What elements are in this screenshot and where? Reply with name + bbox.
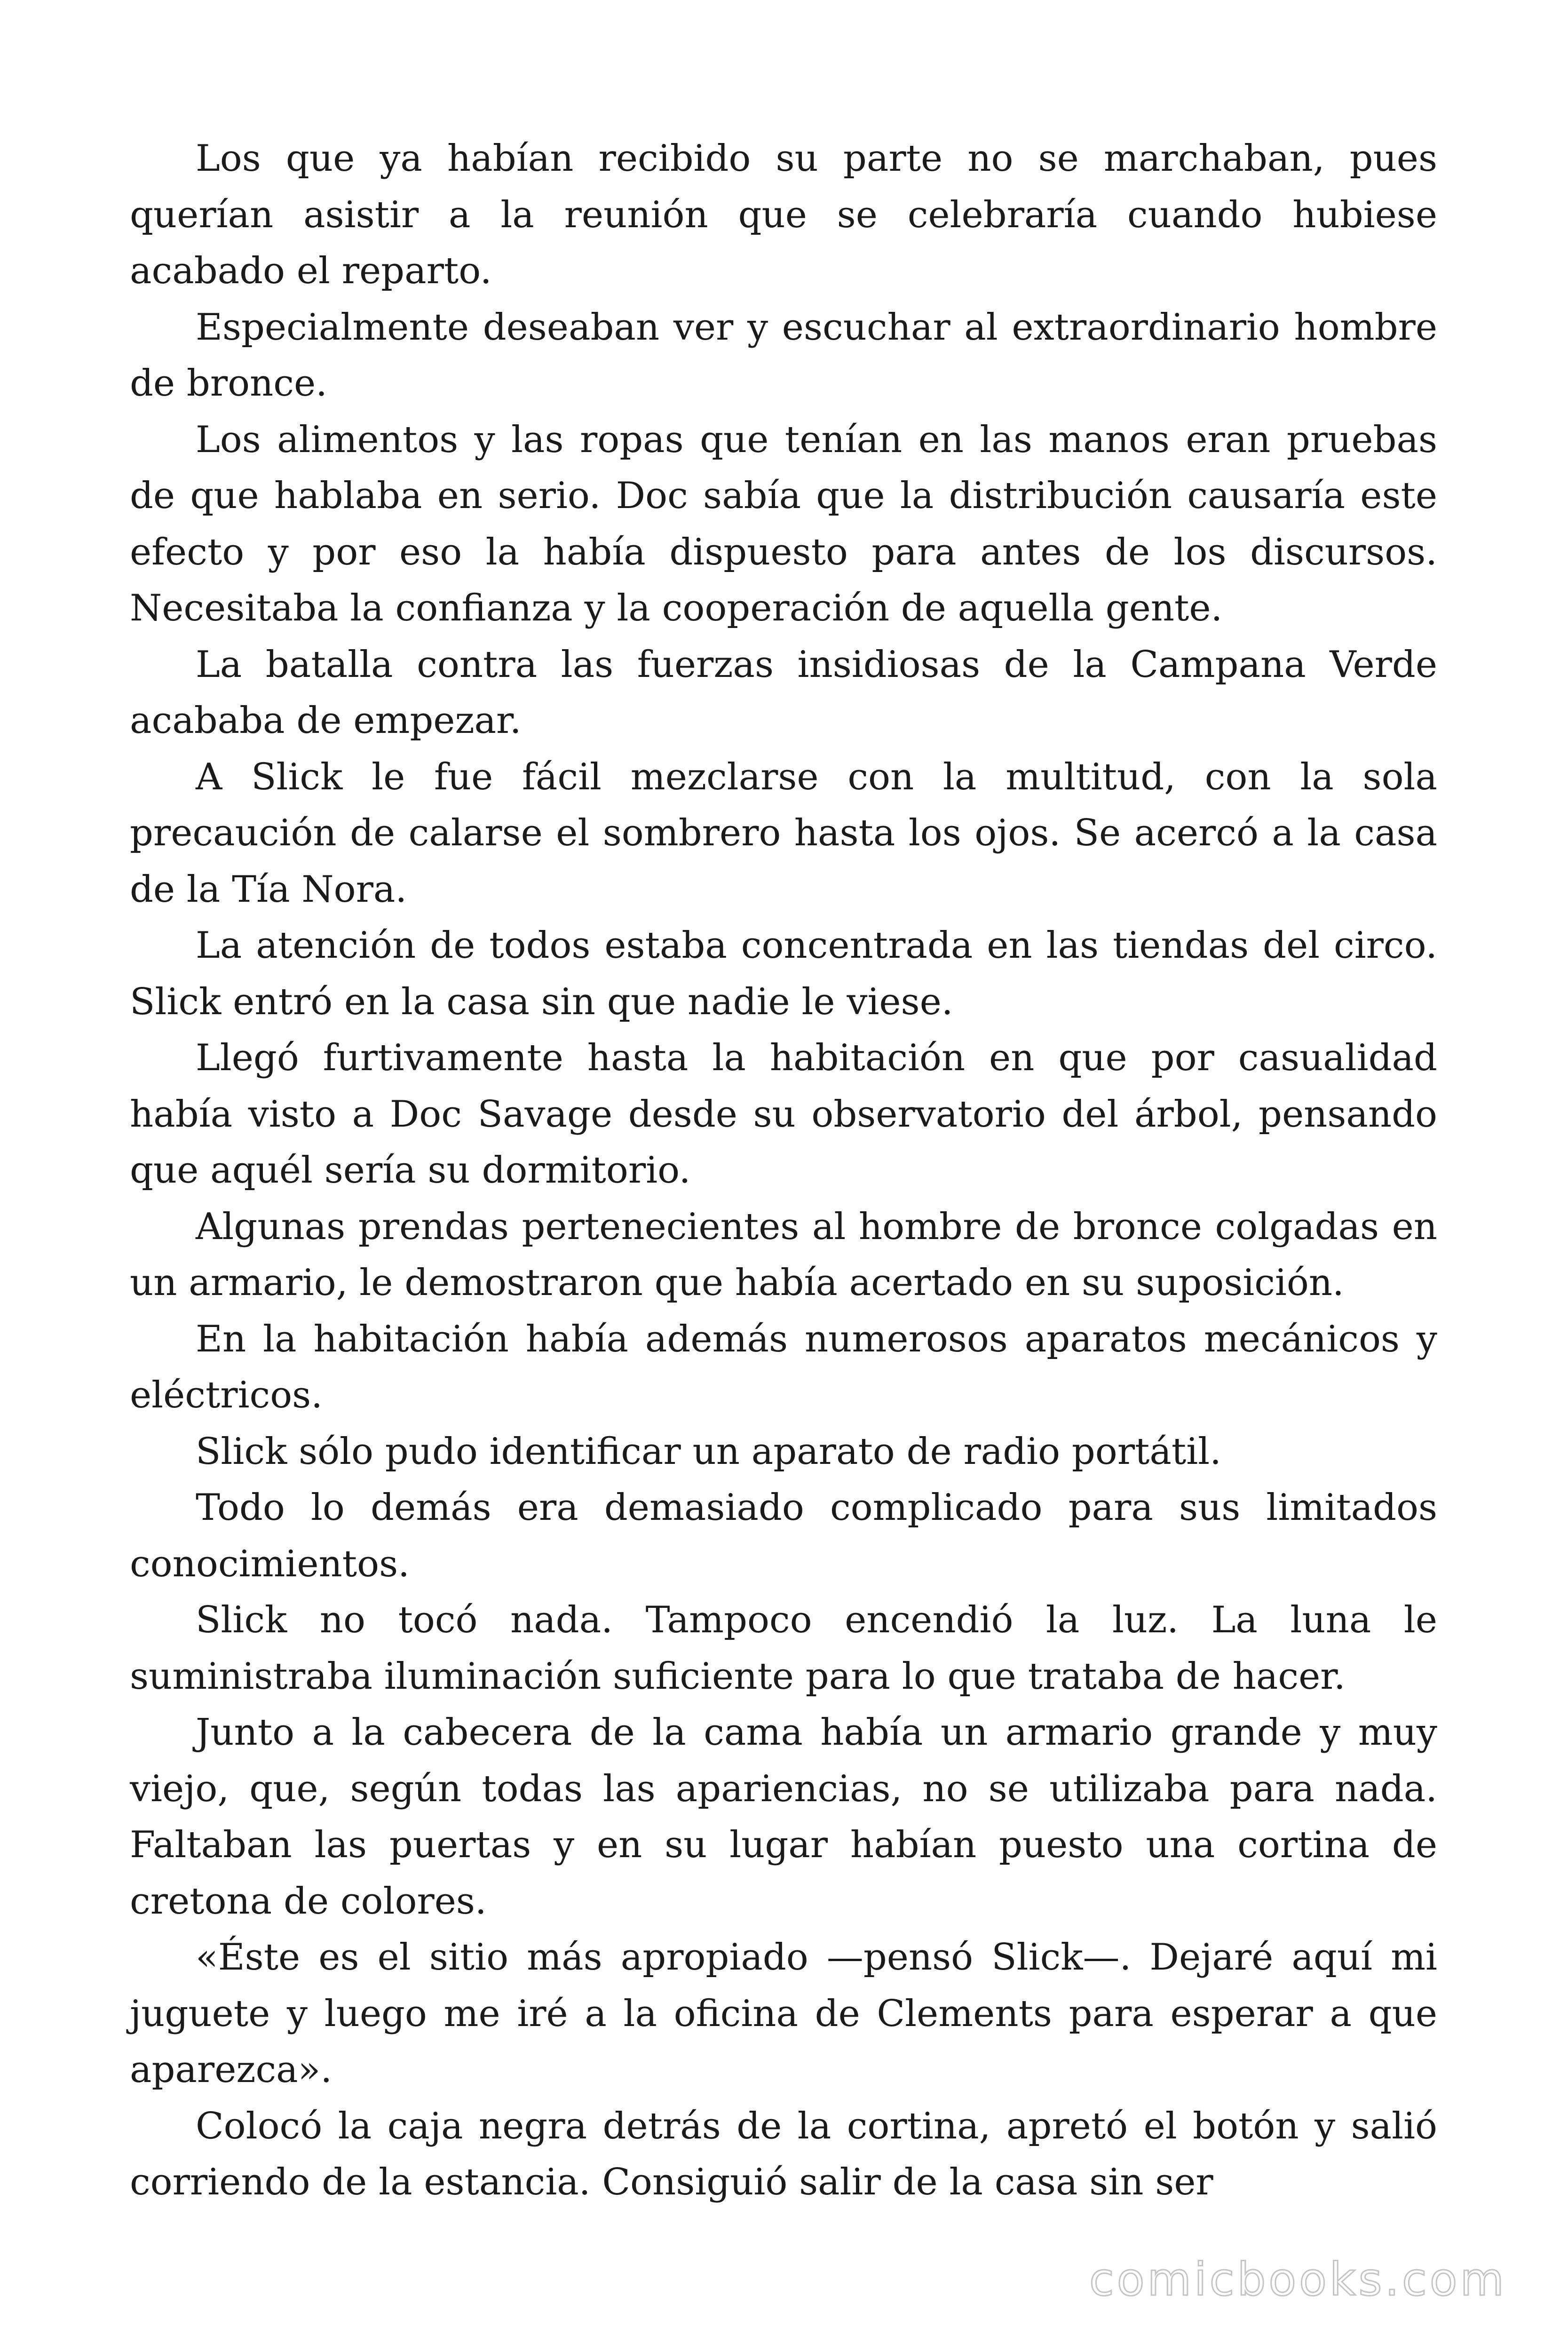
paragraph: Los alimentos y las ropas que tenían en las manos eran pruebas de que hablaba en serio. Doc sabía que la distribución causaría este efecto y por eso la había dispuesto para antes de los discursos. Necesitaba la confianza y la cooperación de aquella gente. <box>130 418 1437 629</box>
paragraph: La atención de todos estaba concentrada en las tiendas del circo. Slick entró en la casa sin que nadie le viese. <box>130 924 1437 1023</box>
paragraph: «Éste es el sitio más apropiado —pensó Slick—. Dejaré aquí mi juguete y luego me iré a la oficina de Clements para esperar a que aparezca». <box>130 1936 1437 2091</box>
paragraph: La batalla contra las fuerzas insidiosas de la Campana Verde acababa de empezar. <box>130 643 1437 742</box>
paragraph: A Slick le fue fácil mezclarse con la multitud, con la sola precaución de calarse el sombrero hasta los ojos. Se acercó a la casa de la Tía Nora. <box>130 755 1437 911</box>
paragraph: Colocó la caja negra detrás de la cortina, apretó el botón y salió corriendo de la estancia. Consiguió salir de la casa sin ser <box>130 2105 1437 2203</box>
paragraph: Todo lo demás era demasiado complicado para sus limitados conocimientos. <box>130 1486 1437 1585</box>
paragraph: Especialmente deseaban ver y escuchar al extraordinario hombre de bronce. <box>130 306 1437 405</box>
page-body <box>130 131 1437 2211</box>
paragraph: Los que ya habían recibido su parte no se marchaban, pues querían asistir a la reunión que se celebraría cuando hubiese acabado el reparto. <box>130 137 1437 292</box>
paragraph: Llegó furtivamente hasta la habitación en que por casualidad había visto a Doc Savage desde su observatorio del árbol, pensando que aquél sería su dormitorio. <box>130 1037 1437 1192</box>
paragraph: Algunas prendas pertenecientes al hombre de bronce colgadas en un armario, le demostraron que había acertado en su suposición. <box>130 1205 1437 1304</box>
paragraph: Junto a la cabecera de la cama había un armario grande y muy viejo, que, según todas las apariencias, no se utilizaba para nada. Faltaban las puertas y en su lugar habían puesto una cortina de cretona de colores. <box>130 1711 1437 1923</box>
paragraph: En la habitación había además numerosos aparatos mecánicos y eléctricos. <box>130 1318 1437 1416</box>
paragraph: Slick no tocó nada. Tampoco encendió la luz. La luna le suministraba iluminación suficiente para lo que trataba de hacer. <box>130 1599 1437 1698</box>
watermark: comicbooks.com <box>1089 2253 1507 2306</box>
paragraph: Slick sólo pudo identificar un aparato de radio portátil. <box>196 1430 1221 1473</box>
